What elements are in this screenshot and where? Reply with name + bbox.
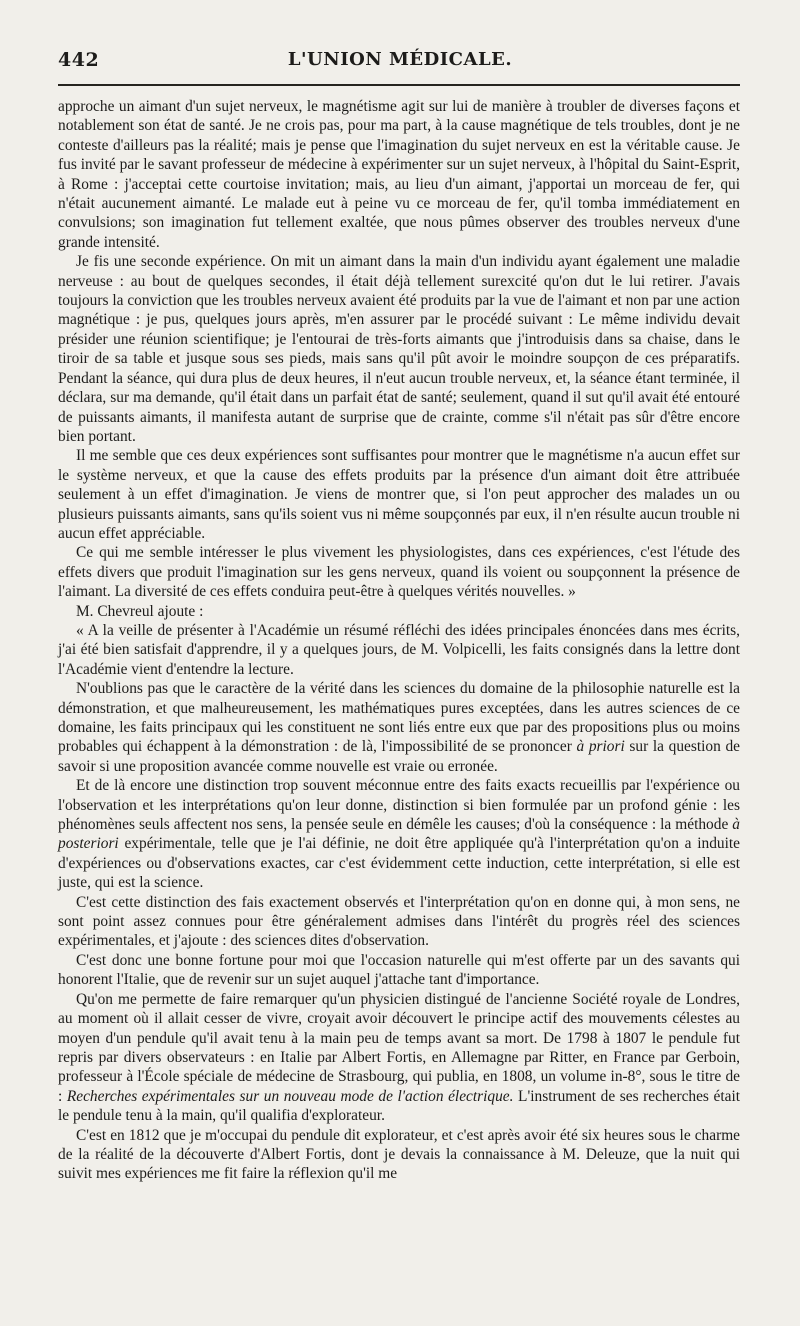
- paragraph-text: Qu'on me permette de faire remarquer qu'un physicien distingué de l'ancienne Société royale de Londres, au moment où il allait cesser de vivre, croyait avoir découvert le principe actif des mouvements célestes au moyen d'un pendule qu'il avait tenu à la main peu de temps avant sa mort. De 1798 à 1807 le pendule fut repris par divers observateurs : en Italie par Albert Fortis, en Allemagne par Ritter, en France par Gerboin, professeur à l'École spéciale de médecine de Strasbourg, qui publia, en 1808, un volume in-8°, sous le titre de :: [58, 990, 740, 1105]
- paragraph: C'est donc une bonne fortune pour moi que l'occasion naturelle qui m'est offerte par un des savants qui honorent l'Italie, que de revenir sur un sujet auquel j'attache tant d'importance.: [58, 951, 740, 989]
- italic-term: à priori: [576, 738, 625, 756]
- paragraph-text: N'oublions pas que le caractère de la vérité dans les sciences du domaine de la philosophie naturelle est la démonstration, et que malheureusement, les mathématiques pures exceptées, dans les autres sciences de ce domaine, les faits principaux qui les constituent ne sont liés entre eux que par des propositions plus ou moins probables qui échappent à la démonstration : de là, l'impossibilité de se prononcer: [58, 680, 740, 756]
- paragraph: Ce qui me semble intéresser le plus vivement les physiologistes, dans ces expériences, c'est l'étude des effets divers que produit l'imagination sur les gens nerveux, quand ils voient ou soupçonnent la présence de l'aimant. La diversité de ces effets conduira peut-être à quelques vérités nouvelles. »: [58, 544, 740, 601]
- paragraph: C'est en 1812 que je m'occupai du pendule dit explorateur, et c'est après avoir été six heures sous le charme de la réalité de la découverte d'Albert Fortis, dont je devais la connaissance à M. Deleuze, que la nuit qui suivit mes expériences me fit faire la réflexion qu'il me: [58, 1126, 740, 1183]
- paragraph: « A la veille de présenter à l'Académie un résumé réfléchi des idées principales énoncées dans mes écrits, j'ai été bien satisfait d'apprendre, il y a quelques jours, de M. Volpicelli, les faits consignés dans la lettre dont l'Académie vient d'entendre la lecture.: [58, 621, 740, 678]
- paragraph: approche un aimant d'un sujet nerveux, le magnétisme agit sur lui de manière à troubler de diverses façons et notablement son état de santé. Je ne crois pas, pour ma part, à la cause magnétique de tels troubles, dont je ne conteste d'ailleurs pas la réalité; mais je pense que l'imagination du sujet nerveux en est la véritable cause. Je fus invité par le savant professeur de médecine à expérimenter sur un sujet nerveux, à l'hôpital du Saint-Esprit, à Rome : j'acceptai cette courtoise invitation; mais, au lieu d'un aimant, j'apportai un morceau de fer, qui n'était aucunement aimanté. Le malade eut à peine vu ce morceau de fer, qu'il tomba immédiatement en convulsions; son imagination fut tellement exaltée, que nous pûmes observer des troubles nerveux d'une grande intensité.: [58, 98, 740, 251]
- paragraph: M. Chevreul ajoute :: [76, 602, 204, 620]
- italic-term: à posteriori: [58, 816, 740, 853]
- book-title: Recherches expérimentales sur un nouveau mode de l'action électrique.: [66, 1087, 514, 1105]
- paragraph: C'est cette distinction des fais exactement observés et l'interprétation qu'on en donne qui, à mon sens, ne sont point assez connues pour être généralement admises dans l'intérêt du progrès réel des sciences expérimentales, et j'ajoute : des sciences dites d'observation.: [58, 893, 740, 950]
- paragraph-text: expérimentale, telle que je l'ai définie, ne doit être appliquée qu'à l'interprétation qu'on a induite d'expériences ou d'observations exactes, car c'est évidemment cette induction, cette interprétation, si elle est juste, qui est la science.: [58, 835, 740, 892]
- body-text: [58, 97, 740, 1184]
- paragraph-text: L'instrument de ses recherches était le pendule tenu à la main, qu'il qualifia d'explorateur.: [58, 1087, 740, 1125]
- paragraph-text: Et de là encore une distinction trop souvent méconnue entre des faits exacts recueillis par l'expérience ou l'observation et les interprétations qu'on leur donne, distinction si bien formulée par un profond génie : les phénomènes seuls affectent nos sens, la pensée seule en démêle les causes; d'où la conséquence : la méthode: [58, 777, 740, 834]
- paragraph: [58, 679, 740, 776]
- paragraph-text: sur la question de savoir si une proposition avancée comme nouvelle est vraie ou erronée.: [58, 738, 740, 775]
- paragraph: Il me semble que ces deux expériences sont suffisantes pour montrer que le magnétisme n'a aucun effet sur le système nerveux, et que la cause des effets produits par la présence d'un aimant doit être attribuée seulement à un effet d'imagination. Je viens de montrer que, si l'on peut approcher des malades un ou plusieurs puissants aimants, sans qu'ils soient vus ni même soupçonnés par eux, il n'en résulte aucun trouble ni aucun effet appréciable.: [58, 447, 740, 542]
- header-rule: [58, 84, 740, 86]
- page-number: 442: [58, 49, 100, 71]
- paragraph: [58, 990, 740, 1126]
- page-header: [0, 0, 800, 86]
- paragraph: [58, 776, 740, 892]
- running-title: L'UNION MÉDICALE.: [287, 49, 513, 70]
- paragraph: Je fis une seconde expérience. On mit un aimant dans la main d'un individu ayant également une maladie nerveuse : au bout de quelques secondes, il était déjà tellement surexcité qu'on dut le lui retirer. J'avais toujours la conviction que les troubles nerveux avaient été produits par la vue de l'aimant et non par une action magnétique : je pus, quelques jours après, m'en assurer par le procédé suivant : Le même individu devait présider une réunion scientifique; je l'entourai de très-forts aimants que j'introduisis dans sa chaise, dans le tiroir de sa table et jusque sous ses pieds, mais sans qu'il pût avoir le moindre soupçon de ces préparatifs. Pendant la séance, qui dura plus de deux heures, il n'eut aucun trouble nerveux, et, la séance étant terminée, il déclara, sur ma demande, qu'il était dans un parfait état de santé; seulement, quand il sut qu'il avait été entouré de puissants aimants, il manifesta autant de surprise que de crainte, comme s'il n'était pas sûr d'être encore bien portant.: [58, 253, 740, 445]
